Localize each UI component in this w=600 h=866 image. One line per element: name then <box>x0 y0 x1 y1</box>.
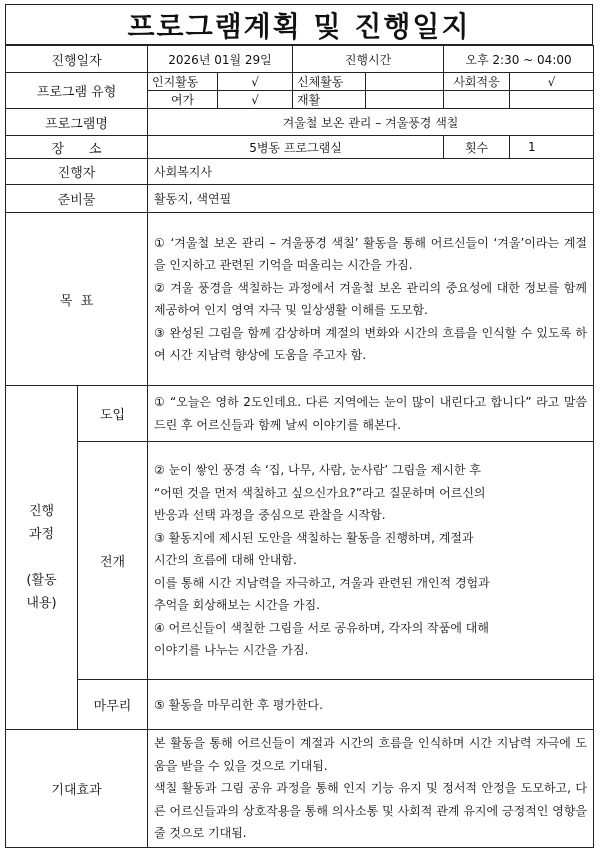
place-value: 5병동 프로그램실 <box>148 136 444 159</box>
materials-label: 준비물 <box>6 185 148 213</box>
program-name-label: 프로그램명 <box>6 109 148 136</box>
main-line-5: 시간의 흐름에 대해 안내함. <box>154 553 297 568</box>
main-line-6: 이를 통해 시간 지남력을 자극하고, 겨울과 관련된 개인적 경험과 <box>154 575 490 590</box>
materials-value: 활동지, 색연필 <box>148 185 594 213</box>
main-line-7: 추억을 회상해보는 시간을 가짐. <box>154 598 320 613</box>
type-cognitive-label: 인지활동 <box>148 73 218 91</box>
date-label: 진행일자 <box>6 46 148 73</box>
main-line-1: ② 눈이 쌓인 풍경 속 ‘집, 나무, 사람, 눈사람’ 그림을 제시한 후 <box>154 463 481 478</box>
leader-value: 사회복지사 <box>148 159 594 185</box>
goal-paragraph-3: ③ 완성된 그림을 함께 감상하며 계절의 변화와 시간의 흐름을 인식할 수 있도록 하여 시간 지남력 향상에 도움을 주고자 함. <box>154 325 588 362</box>
type-label: 프로그램 유형 <box>6 73 148 109</box>
effect-row <box>6 730 594 848</box>
place-label: 장 소 <box>6 136 148 159</box>
main-line-2: “어떤 것을 먼저 색칠하고 싶으신가요?”라고 질문하며 어르신의 <box>154 485 486 500</box>
process-label-line-2: 과정 <box>28 527 55 542</box>
time-label: 진행시간 <box>293 46 444 73</box>
main-line-9: 이야기를 나누는 시간을 가짐. <box>154 643 309 658</box>
process-label-spacer <box>10 546 73 569</box>
main-content <box>148 442 594 680</box>
goal-label: 목 표 <box>6 213 148 386</box>
goal-paragraph-1: ① ‘겨울철 보온 관리 – 겨울풍경 색칠’ 활동을 통해 어르신들이 ‘겨울’이라는 계절을 인지하고 관련된 기억을 떠올리는 시간을 가짐. <box>154 235 588 272</box>
type-leisure-check: √ <box>218 91 293 109</box>
process-label-line-1: 진행 <box>28 504 55 519</box>
type-row-1 <box>6 73 594 91</box>
stage-intro-label: 도입 <box>78 386 148 442</box>
end-text: ⑤ 활동을 마무리한 후 평가한다. <box>148 680 594 730</box>
intro-row <box>6 386 594 442</box>
program-name-value: 겨울철 보온 관리 – 겨울풍경 색칠 <box>148 109 594 136</box>
type-leisure-label: 여가 <box>148 91 218 109</box>
type-physical-label: 신체활동 <box>293 73 366 91</box>
type-physical-check <box>366 73 444 91</box>
goal-row <box>6 213 594 386</box>
date-value: 2026년 01월 29일 <box>148 46 293 73</box>
type-rehab-check <box>366 91 444 109</box>
main-line-8: ④ 어르신들이 색칠한 그림을 서로 공유하며, 각자의 작품에 대해 <box>154 620 489 635</box>
main-line-4: ③ 활동지에 제시된 도안을 색칠하는 활동을 진행하며, 계절과 <box>154 530 474 545</box>
effect-paragraph-1: 본 활동을 통해 어르신들이 계절과 시간의 흐름을 인식하며 시간 지남력 자극에 도움을 받을 수 있을 것으로 기대됨. <box>154 736 588 773</box>
effect-paragraph-2: 색칠 활동과 그림 공유 과정을 통해 인지 기능 유지 및 정서적 안정을 도모하고, 다른 어르신들과의 상호작용을 통해 의사소통 및 사회적 관계 유지에 긍정적인 영향을 줄 것으로 기대됨. <box>154 781 588 841</box>
place-row <box>6 136 594 159</box>
type-cognitive-check: √ <box>218 73 293 91</box>
type-rehab-label: 재활 <box>293 91 366 109</box>
program-form-table <box>5 45 594 848</box>
process-label <box>6 386 78 730</box>
end-row <box>6 680 594 730</box>
main-row <box>6 442 594 680</box>
type-empty-check <box>510 91 594 109</box>
leader-row <box>6 159 594 185</box>
document-title: 프로그램계획 및 진행일지 <box>5 4 593 45</box>
count-label: 횟수 <box>444 136 510 159</box>
stage-main-label: 전개 <box>78 442 148 680</box>
materials-row <box>6 185 594 213</box>
process-label-line-5: 내용) <box>26 596 57 611</box>
date-time-row <box>6 46 594 73</box>
count-value: 1 <box>510 136 594 159</box>
type-empty-cell <box>444 91 510 109</box>
program-name-row <box>6 109 594 136</box>
stage-end-label: 마무리 <box>78 680 148 730</box>
goal-paragraph-2: ② 겨울 풍경을 색칠하는 과정에서 겨울철 보온 관리의 중요성에 대한 정보를 함께 제공하여 인지 영역 자극 및 일상생활 이해를 도모함. <box>154 280 588 317</box>
main-line-3: 반응과 선택 과정을 중심으로 관찰을 시작함. <box>154 508 386 523</box>
process-label-line-4: (활동 <box>26 573 57 588</box>
intro-text: ① “오늘은 영하 2도인데요. 다른 지역에는 눈이 많이 내린다고 합니다” 라고 말씀드린 후 어르신들과 함께 날씨 이야기를 해본다. <box>148 386 594 442</box>
goal-content <box>148 213 594 386</box>
effect-content <box>148 730 594 848</box>
type-social-label: 사회적응 <box>444 73 510 91</box>
effect-label: 기대효과 <box>6 730 148 848</box>
type-social-check: √ <box>510 73 594 91</box>
leader-label: 진행자 <box>6 159 148 185</box>
time-value: 오후 2:30 ~ 04:00 <box>444 46 594 73</box>
